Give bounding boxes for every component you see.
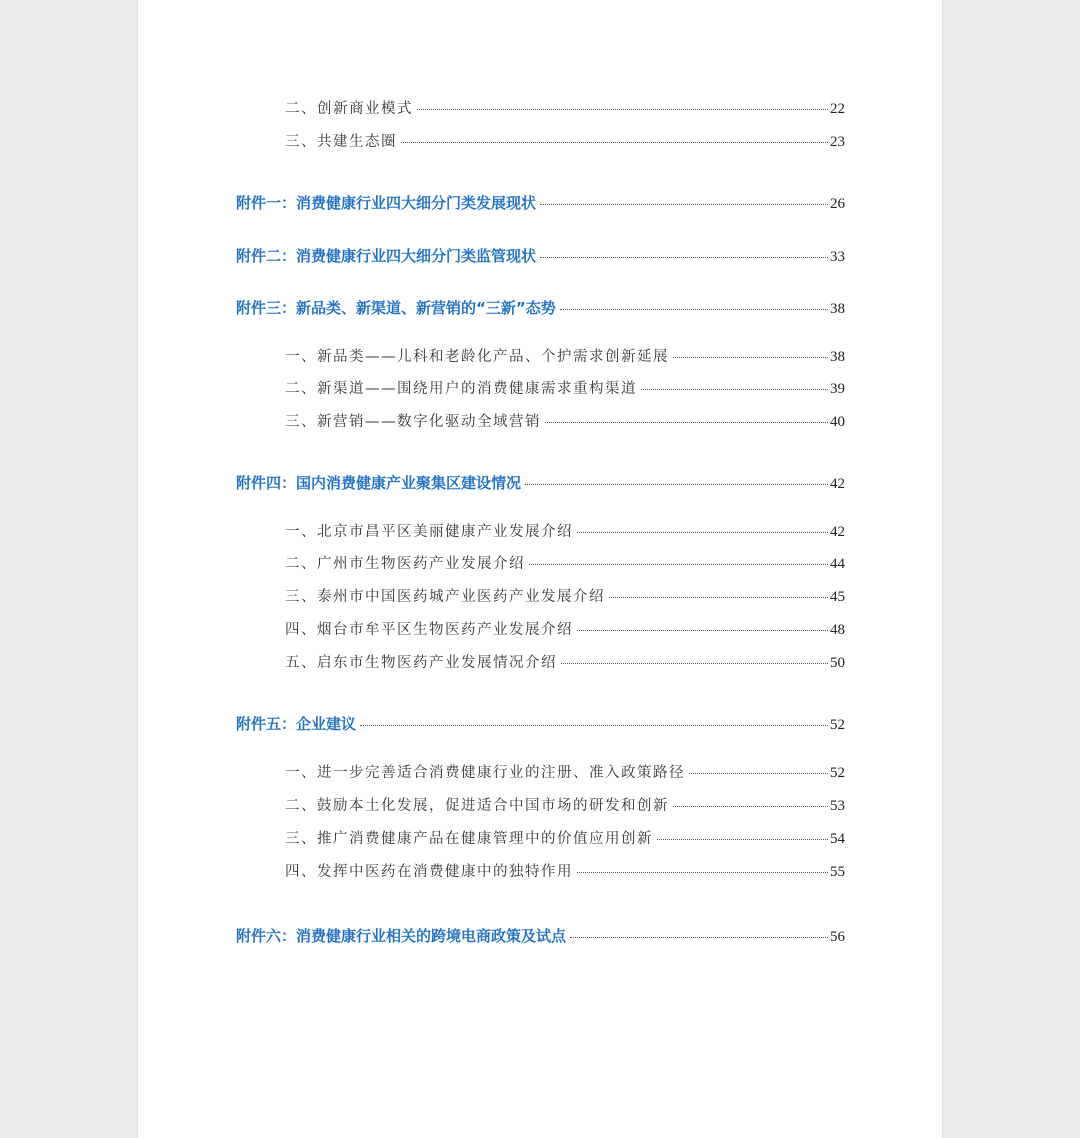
dot-leader: [529, 564, 828, 565]
dot-leader: [540, 204, 828, 205]
toc-entry[interactable]: [285, 552, 845, 573]
toc-section-label: 附件二：消费健康行业四大细分门类监管现状: [236, 247, 537, 265]
toc-section-label: 附件四：国内消费健康产业聚集区建设情况: [236, 474, 522, 492]
toc-entry-label: 五、启东市生物医药产业发展情况介绍: [285, 655, 557, 671]
toc-entry[interactable]: [285, 651, 845, 672]
toc-entry-label: 二、鼓励本土化发展，促进适合中国市场的研发和创新: [285, 798, 669, 814]
toc-entry-page: 54: [830, 831, 845, 847]
toc-section-label: 附件六：消费健康行业相关的跨境电商政策及试点: [236, 927, 567, 945]
toc-entry-label: 二、广州市生物医药产业发展介绍: [285, 556, 525, 572]
document-page: [137, 0, 943, 1138]
dot-leader: [609, 597, 828, 598]
dot-leader: [673, 806, 828, 807]
dot-leader: [641, 389, 828, 390]
toc-entry-page: 40: [830, 414, 845, 430]
dot-leader: [689, 773, 828, 774]
toc-entry-page: 52: [830, 717, 845, 733]
toc-entry-page: 33: [830, 249, 845, 265]
toc-entry-label: 四、发挥中医药在消费健康中的独特作用: [285, 864, 573, 880]
toc-section-label: 附件五：企业建议: [236, 715, 357, 733]
dot-leader: [401, 142, 828, 143]
toc-entry-label: 一、北京市昌平区美丽健康产业发展介绍: [285, 524, 573, 540]
toc-section-label: 附件三：新品类、新渠道、新营销的“三新”态势: [236, 299, 556, 317]
toc-entry-page: 23: [830, 134, 845, 150]
dot-leader: [540, 257, 828, 258]
toc-entry-page: 48: [830, 622, 845, 638]
toc-entry[interactable]: [285, 794, 845, 815]
toc-entry-page: 55: [830, 864, 845, 880]
toc-entry[interactable]: [285, 97, 845, 118]
dot-leader: [545, 422, 828, 423]
dot-leader: [657, 839, 828, 840]
toc-entry-label: 三、新营销——数字化驱动全域营销: [285, 414, 541, 430]
toc-entry-page: 22: [830, 101, 845, 117]
toc-section-heading[interactable]: [236, 297, 845, 318]
dot-leader: [577, 872, 828, 873]
toc-entry-label: 一、进一步完善适合消费健康行业的注册、准入政策路径: [285, 765, 685, 781]
dot-leader: [560, 309, 828, 310]
toc-entry-page: 50: [830, 655, 845, 671]
toc-section-heading[interactable]: [236, 713, 845, 734]
toc-entry-page: 44: [830, 556, 845, 572]
toc-entry[interactable]: [285, 345, 845, 366]
toc-entry-page: 38: [830, 301, 845, 317]
toc-entry-page: 42: [830, 476, 845, 492]
toc-entry-label: 一、新品类——儿科和老龄化产品、个护需求创新延展: [285, 349, 669, 365]
toc-entry[interactable]: [285, 410, 845, 431]
toc-entry-page: 45: [830, 589, 845, 605]
toc-entry-page: 53: [830, 798, 845, 814]
toc-entry-label: 四、烟台市牟平区生物医药产业发展介绍: [285, 622, 573, 638]
dot-leader: [525, 484, 828, 485]
toc-entry[interactable]: [285, 860, 845, 881]
toc-entry-page: 42: [830, 524, 845, 540]
dot-leader: [561, 663, 828, 664]
dot-leader: [417, 109, 828, 110]
toc-section-heading[interactable]: [236, 192, 845, 213]
toc-entry-label: 二、创新商业模式: [285, 101, 413, 117]
toc-entry[interactable]: [285, 520, 845, 541]
toc-entry[interactable]: [285, 585, 845, 606]
dot-leader: [577, 532, 828, 533]
toc-entry-page: 39: [830, 381, 845, 397]
toc-entry-label: 二、新渠道——围绕用户的消费健康需求重构渠道: [285, 381, 637, 397]
toc-section-heading[interactable]: [236, 472, 845, 493]
toc-entry[interactable]: [285, 377, 845, 398]
dot-leader: [673, 357, 828, 358]
toc-entry[interactable]: [285, 761, 845, 782]
dot-leader: [577, 630, 828, 631]
toc-section-label: 附件一：消费健康行业四大细分门类发展现状: [236, 194, 537, 212]
toc-section-heading[interactable]: [236, 925, 845, 946]
dot-leader: [570, 937, 828, 938]
toc-entry-page: 56: [830, 929, 845, 945]
toc-entry-label: 三、泰州市中国医药城产业医药产业发展介绍: [285, 589, 605, 605]
toc-entry-page: 52: [830, 765, 845, 781]
toc-section-heading[interactable]: [236, 245, 845, 266]
toc-entry[interactable]: [285, 618, 845, 639]
dot-leader: [360, 725, 828, 726]
toc-entry-page: 38: [830, 349, 845, 365]
toc-entry[interactable]: [285, 827, 845, 848]
toc-entry-label: 三、共建生态圈: [285, 134, 397, 150]
toc-entry[interactable]: [285, 130, 845, 151]
toc-entry-page: 26: [830, 196, 845, 212]
toc-entry-label: 三、推广消费健康产品在健康管理中的价值应用创新: [285, 831, 653, 847]
